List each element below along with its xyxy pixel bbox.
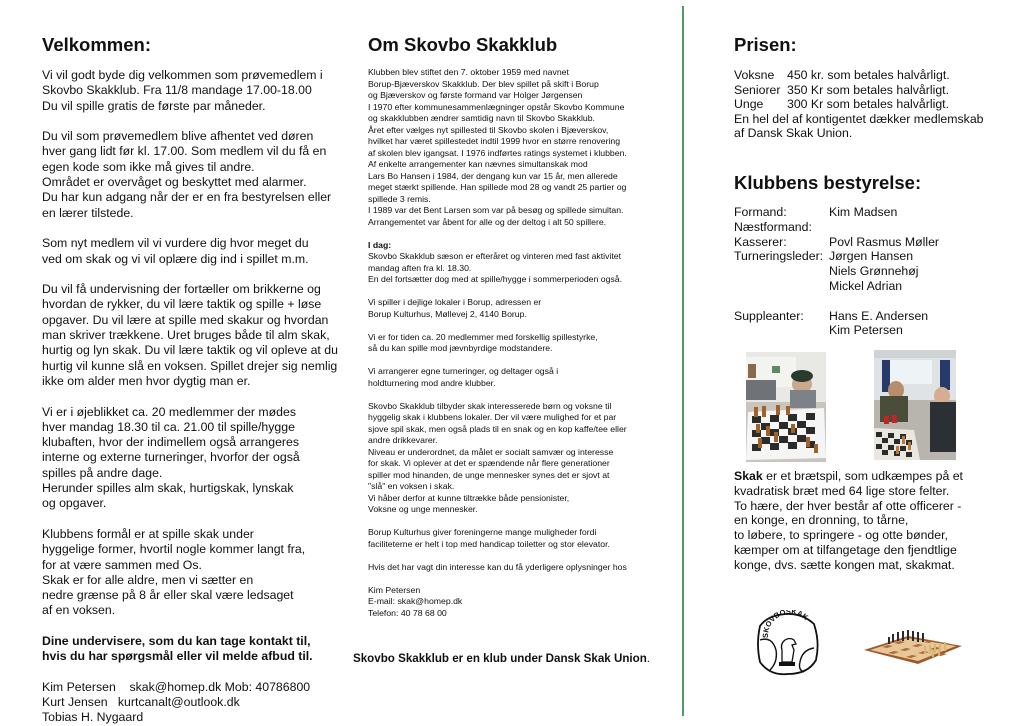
board-row	[734, 205, 939, 220]
text-line: holdturnering mod andre klubber.	[368, 377, 496, 388]
text-line: Af enkelte arrangementer kan nævnes simultanskak mod	[368, 159, 588, 169]
text-line: Vi håber derfor at kunne tiltrække både pensionister,	[368, 492, 570, 503]
text-line: og opgaver.	[42, 496, 107, 511]
text-line: meget stærkt spillende. Han spillede mod 28 og vandt 25 partier og	[368, 182, 627, 192]
column-divider	[682, 6, 684, 716]
board-name: Kim Petersen	[829, 323, 903, 338]
text-line: en lærer tilstede.	[42, 205, 134, 220]
text-line: spiller mod hinanden, de unge mennesker synes det er sjovt at	[368, 469, 610, 480]
union-text: Skovbo Skakklub er en klub under Dansk Skak Union	[353, 652, 647, 665]
price-row	[734, 97, 950, 112]
board-role	[734, 279, 829, 294]
text-line: for at være sammen med Os.	[42, 557, 202, 572]
welcome-paragraph	[42, 405, 338, 512]
text-line: Du vil spille gratis de første par måneder.	[42, 98, 266, 113]
price-value: 300 Kr som betales halvårligt.	[787, 97, 949, 111]
text-line: Vi er for tiden ca. 20 medlemmer med forskellig spillestyrke,	[368, 331, 598, 342]
board-name: Mickel Adrian	[829, 278, 903, 293]
photo-child-playing-chess	[746, 352, 826, 462]
board-row	[734, 264, 939, 279]
about-contact	[368, 585, 627, 620]
text-line: så du kan spille mod jævnbyrdige modstandere.	[368, 343, 553, 353]
board-name: Povl Rasmus Møller	[829, 234, 940, 249]
text-line: hyggelige former, hvortil nogle kommer langt fra,	[42, 542, 306, 557]
board-role	[734, 294, 829, 309]
board-title: Klubbens bestyrelse:	[734, 172, 922, 193]
board-name: Niels Grønnehøj	[829, 264, 919, 279]
offer-paragraph	[368, 401, 627, 516]
members-paragraph	[368, 332, 627, 355]
text-line: mandag aften fra kl. 18.30.	[368, 262, 472, 273]
text-line: klubaften, hvor der indimellem også arrangeres	[42, 435, 300, 450]
address-line: Borup Kulturhus, Møllevej 2, 4140 Borup.	[368, 308, 527, 319]
text-line: Borup-Bjæverskov Skakklub. Der blev spillet på skift i Borup	[368, 78, 599, 89]
text-line: ved om skak og vi vil oplære dig ind i spillet m.m.	[42, 251, 309, 266]
text-line: nedre grænse på 8 år eller skal være ledsaget	[42, 588, 294, 603]
text-line: ikke om alder men hvor dygtig man er.	[42, 373, 251, 388]
text-line: Lars Bo Hansen i 1984, der dengang kun var 15 år, men allerede	[368, 170, 618, 181]
price-note: En hel del af kontigentet dækker medlemskab	[734, 111, 984, 126]
tournaments-paragraph	[368, 366, 627, 389]
contact-kurt: Kurt Jensen kurtcanalt@outlook.dk	[42, 695, 240, 710]
prices-block	[734, 68, 984, 141]
text-line: for skak. Vi oplever at det er spændende når flere generationer	[368, 458, 610, 468]
text-line: Vi er i øjeblikket ca. 20 medlemmer der mødes	[42, 404, 296, 419]
chessboard-picture	[862, 628, 964, 668]
welcome-title: Velkommen:	[42, 34, 151, 55]
contact-name: Kim Petersen	[368, 584, 421, 595]
board-row	[734, 309, 939, 324]
text-line: hver mandag 18.30 til ca. 21.00 til spille/hygge	[42, 419, 295, 434]
text-line: Du har kun adgang når der er en fra bestyrelsen eller	[42, 190, 332, 205]
price-value: 450 kr. som betales halvårligt.	[787, 68, 950, 82]
chess-lead: Skak	[734, 469, 763, 483]
welcome-paragraph	[42, 527, 338, 619]
text-line: spillede 3 remis.	[368, 193, 431, 204]
text-line: kvadratisk bræt med 64 lige store felter.	[734, 483, 950, 498]
chessboard-illustration	[862, 628, 964, 668]
history-paragraph	[368, 67, 627, 228]
today-paragraph	[368, 240, 627, 286]
teacher-contacts	[42, 680, 338, 726]
interest-paragraph	[368, 562, 627, 574]
board-list	[734, 205, 939, 338]
text-line: man skriver trækkene. Uret bruges både til alm skak,	[42, 328, 330, 343]
text-line: Niveau er underordnet, da målet er socialt samvær og interesse	[368, 446, 614, 457]
price-note: af Dansk Skak Union.	[734, 126, 853, 140]
text-line: I 1989 var det Bent Larsen som var på besøg og spillede simultan.	[368, 205, 624, 215]
text-line: af en voksen.	[42, 603, 116, 618]
text-line: egen kode som ikke må gives til andre.	[42, 159, 255, 174]
board-row	[734, 279, 939, 294]
board-row	[734, 235, 939, 250]
text-line: Hvis det har vagt din interesse kan du få yderligere oplysninger hos	[368, 561, 627, 572]
facilities-paragraph	[368, 527, 627, 550]
prices-title: Prisen:	[734, 34, 797, 55]
text-line: hyggelig skak i klubbens lokaler. Der vil være mulighed for et par	[368, 412, 617, 422]
board-role: Næstformand:	[734, 219, 812, 234]
text-line: opgaver. Du vil lære at spille med skakur og hvordan	[42, 312, 329, 327]
welcome-paragraph	[42, 282, 338, 389]
text-line: Området er overvåget og beskyttet med alarmer.	[42, 175, 307, 190]
union-period: .	[646, 652, 651, 665]
price-row	[734, 68, 950, 83]
union-statement	[353, 652, 650, 665]
text-line: sjove spil skak, men også plads til en snak og en kop kaffe/tee eller	[368, 423, 627, 434]
board-row	[734, 323, 939, 338]
text-line: Vi vil godt byde dig velkommen som prøvemedlem i	[42, 68, 323, 82]
contact-email: E-mail: skak@homep.dk	[368, 596, 463, 606]
photo-adults-playing-chess	[874, 350, 956, 460]
text-line: Du vil som prøvemedlem blive afhentet ved døren	[42, 129, 314, 144]
text-line: Året efter vælges nyt spillested til Skovbo skolen i Bjæverskov,	[368, 124, 609, 135]
text-line: Du vil få undervisning der fortæller om brikkerne og	[42, 282, 321, 297]
text-line: Skovbo Skakklub. Fra 11/8 mandage 17.00-18.00	[42, 83, 312, 98]
text-line: hurtig vil kunne slå en voksen. Spillet drejer sig nemlig	[42, 358, 338, 373]
welcome-paragraph	[42, 236, 338, 267]
chess-info	[734, 469, 963, 573]
contact-phone: Telefon: 40 78 68 00	[368, 607, 447, 618]
text-line: Som nyt medlem vil vi vurdere dig hvor meget du	[42, 236, 309, 251]
text-line: er et brætspil, som udkæmpes på et	[762, 469, 963, 483]
board-role: Formand:	[734, 205, 787, 219]
price-label: Voksne	[734, 68, 775, 82]
about-title: Om Skovbo Skakklub	[368, 34, 558, 55]
price-value: 350 Kr som betales halvårligt.	[787, 82, 949, 97]
board-role	[734, 264, 829, 279]
text-line: kæmper om at tilfangetage den fjendtlige	[734, 542, 957, 557]
text-line: "slå" en voksen i skak.	[368, 481, 455, 491]
board-name: Hans E. Andersen	[829, 308, 929, 323]
board-row-spacer	[734, 294, 939, 309]
text-line: En del fortsætter dog med at spille/hygge i sommerperioden også.	[368, 274, 623, 284]
text-line: andre drikkevarer.	[368, 435, 438, 445]
skovbo-skak-logo	[752, 610, 822, 678]
text-line: hvilket har været spillestedet indtil 1999 hvor en større renovering	[368, 136, 621, 146]
price-label: Unge	[734, 97, 764, 111]
text-line: I 1970 efter kommunesammenlægninger opstår Skovbo Kommune	[368, 101, 625, 112]
logo-text: SKOVBOSKAK	[760, 610, 811, 639]
text-line: To hære, der hver består af otte officerer -	[734, 498, 962, 513]
today-heading: I dag:	[368, 239, 392, 250]
contact-kim: Kim Petersen skak@homep.dk Mob: 40786800	[42, 679, 311, 694]
text-line: hvordan de rykker, du vil lære taktik og spille + løse	[42, 297, 322, 312]
board-role	[734, 323, 829, 338]
text-line: Borup Kulturhus giver foreningerne mange muligheder fordi	[368, 527, 597, 537]
board-role: Turneringsleder:	[734, 249, 824, 264]
welcome-paragraph	[42, 68, 338, 114]
logo-emblem	[752, 610, 822, 678]
teachers-heading	[42, 634, 338, 665]
text-line: Skak er for alle aldre, men vi sætter en	[42, 572, 254, 587]
photo-illustration	[874, 350, 956, 460]
board-row	[734, 249, 939, 264]
price-label: Seniorer	[734, 82, 781, 97]
text-line: og Bjæverskov og første formand var Holger Jørgensen	[368, 90, 583, 100]
board-role: Kasserer:	[734, 234, 787, 249]
text-line: faciliteterne er helt i top med handicap toiletter og stor elevator.	[368, 538, 610, 549]
text-line: Vi spiller i dejlige lokaler i Borup, adressen er	[368, 297, 542, 307]
welcome-body	[42, 68, 338, 726]
text-line: Klubbens formål er at spille skak under	[42, 526, 254, 541]
board-role: Suppleanter:	[734, 308, 804, 323]
text-line: interne og externe turneringer, hvorfor der også	[42, 450, 300, 465]
text-line: Vi arrangerer egne turneringer, og deltager også i	[368, 366, 559, 376]
text-line: spilles på andre dage.	[42, 465, 163, 480]
location-paragraph	[368, 297, 627, 320]
text-line: hurtig og lyn skak. Du vil lære taktik og vil opleve at du	[42, 343, 338, 358]
text-line: Klubben blev stiftet den 7. oktober 1959 med navnet	[368, 67, 569, 77]
text-line: Arrangementet var åbent for alle og der deltog i alt 50 spillere.	[368, 216, 607, 227]
about-body	[368, 67, 627, 619]
text-line: konge, dvs. sætte kongen mat, skakmat.	[734, 557, 955, 572]
board-name: Kim Madsen	[829, 205, 898, 219]
text-line: af skolen blev igangsat. I 1976 indførtes ratings systemet i klubben.	[368, 147, 627, 158]
text-line: en konge, en dronning, to tårne,	[734, 513, 909, 528]
text-line: Herunder spilles alm skak, hurtigskak, lynskak	[42, 481, 294, 496]
text-line: Voksne og unge mennesker.	[368, 504, 478, 514]
text-line: to løbere, to springere - og otte bønder,	[734, 528, 948, 543]
board-row	[734, 220, 939, 235]
text-line: og skakklubben ændrer samtidig navn til Skovbo Skakklub.	[368, 113, 595, 123]
text-line: hvis du har spørgsmål eller vil melde afbud til.	[42, 649, 313, 664]
photo-illustration	[746, 352, 826, 462]
text-line: Dine undervisere, som du kan tage kontakt til,	[42, 633, 311, 648]
prices-table	[734, 68, 950, 112]
price-row	[734, 83, 950, 98]
text-line: Skovbo Skakklub sæson er efteråret og vinteren med fast aktivitet	[368, 251, 622, 261]
contact-tobias: Tobias H. Nygaard	[42, 710, 144, 725]
text-line: Skovbo Skakklub tilbyder skak interesserede børn og voksne til	[368, 400, 612, 411]
text-line: hver gang lidt før kl. 17.00. Som medlem vil du få en	[42, 144, 327, 159]
board-name: Jørgen Hansen	[829, 249, 914, 264]
welcome-paragraph	[42, 129, 338, 221]
